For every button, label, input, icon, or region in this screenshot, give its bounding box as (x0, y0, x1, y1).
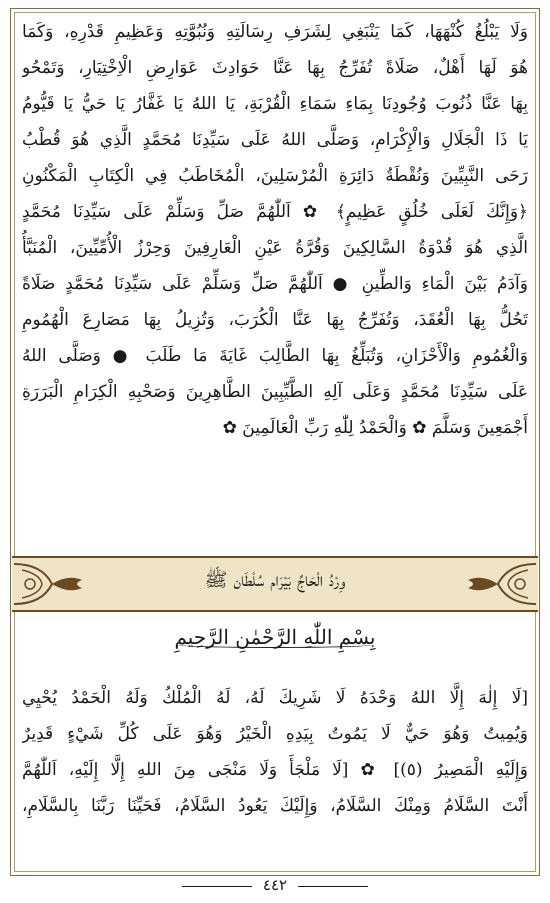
basmala-text: بِسْمِ اللّٰهِ الرَّحْمٰنِ الرَّحِيمِ (174, 625, 376, 649)
footer-flourish (298, 886, 368, 887)
text-line: أَنْتَ السَّلَامُ وَمِنْكَ السَّلَامُ، وَإِلَيْكَ يَعُودُ السَّلَامُ، فَحَيِّنَا رَبَّنَا بِالسَّلَامِ، (22, 796, 528, 816)
text-line: [لَا إِلٰهَ إِلَّا اللهُ وَحْدَهُ لَا شَرِيكَ لَهُ، لَهُ الْمُلْكُ وَلَهُ الْحَمْدُ يُحْيِي (22, 688, 528, 708)
text-line: تَحُلُّ بِهَا الْعُقَدَ، وَتُفَرِّجُ بِهَا عَنَّا الْكُرَبَ، وَتُزِيلُ بِهَا مَصَارِعَ الْهُمُومِ (22, 310, 528, 330)
text-line: بِهَا عَنَّا ذُنُوبَ وُجُودِنَا بِمَاءِ سَمَاءِ الْقُرْبَةِ، يَا اللهُ يَا غَفَّارُ يَا حَيُّ يَا قَيُّومُ (22, 94, 528, 114)
page-footer (0, 876, 550, 900)
text-line: وَإِلَيْهِ الْمَصِيرُ (٥)] ✿ [لَا مَلْجَأَ وَلَا مَنْجَى مِنَ اللهِ إِلَّا إِلَيْهِ، اَللّٰهُمَّ (22, 760, 528, 780)
lower-text-block (22, 680, 528, 824)
text-line: وَآدَمُ بَيْنَ الْمَاءِ وَالطِّينِ ● اَللّٰهُمَّ صَلِّ وَسَلِّمْ عَلَى سَيِّدِنَا مُحَمَّدٍ صَلَاةً (22, 274, 528, 294)
corner-ornament-icon (12, 560, 92, 608)
text-line: رَحَى النَّبِيِّينَ وَنُقْطَةُ دَائِرَةِ الْمُرْسَلِينَ، الْمُخَاطَبُ فِي الْكِتَابِ الْمَكْنُونِ (22, 166, 528, 186)
text-line: يَا ذَا الْجَلَالِ وَالْإِكْرَامِ، وَصَلَّى اللهُ عَلَى سَيِّدِنَا مُحَمَّدٍ الَّذِي هُوَ قُطْبُ (22, 130, 528, 150)
corner-ornament-icon (458, 560, 538, 608)
text-line: هُوَ لَهَا أَهْلٌ، صَلَاةً تُفَرِّجُ بِهَا عَنَّا حَوَادِثَ عَوَارِضِ الْاِخْتِيَارِ، وَتَمْحُو (22, 58, 528, 78)
section-title: وِرْدُ الْحَاجِّ بَيْرَام سُلْطَان ﷺ (204, 569, 346, 591)
text-line: عَلَى سَيِّدِنَا مُحَمَّدٍ وَعَلَى آلِهِ الطَّيِّبِينَ الطَّاهِرِينَ وَصَحْبِهِ الْكِرَامِ الْبَرَرَةِ (22, 382, 528, 402)
text-line: وَالْغُمُومِ وَالْأَحْزَانِ، وَتُبَلِّغُ بِهَا الطَّالِبَ غَايَةَ مَا طَلَبَ ● وَصَلَّى اللهُ (22, 346, 528, 366)
basmala-calligraphy (150, 625, 400, 665)
upper-text-block (22, 14, 528, 446)
section-header-banner (12, 556, 538, 612)
text-line: وَيُمِيتُ وَهُوَ حَيٌّ لَا يَمُوتُ بِيَدِهِ الْخَيْرُ وَهُوَ عَلَى كُلِّ شَيْءٍ قَدِيرٌ (22, 724, 528, 744)
text-line: أَجْمَعِينَ وَسَلَّمَ ✿ وَالْحَمْدُ لِلّٰهِ رَبِّ الْعَالَمِينَ ✿ (222, 418, 528, 438)
footer-flourish (182, 886, 252, 887)
text-line: ﴿وَإِنَّكَ لَعَلَى خُلُقٍ عَظِيمٍ﴾ ✿ اَللّٰهُمَّ صَلِّ وَسَلِّمْ عَلَى سَيِّدِنَا مُحَمَّدٍ (22, 202, 528, 222)
text-line: الَّذِي هُوَ قُدْوَةُ السَّالِكِينَ وَقُرَّةُ عَيْنِ الْعَارِفِينَ وَحِرْزُ الْأُمِّيِّينَ، الْمُنَبَّأُ (22, 238, 528, 258)
page-number: ٤٤٢ (262, 876, 288, 894)
text-line: وَلَا يَبْلُغُ كُنْهَهَا، كَمَا يَنْبَغِي لِشَرَفِ رِسَالَتِهِ وَنُبُوَّتِهِ وَعَظِيمِ قَدْرِهِ، وَكَمَا (22, 22, 528, 42)
